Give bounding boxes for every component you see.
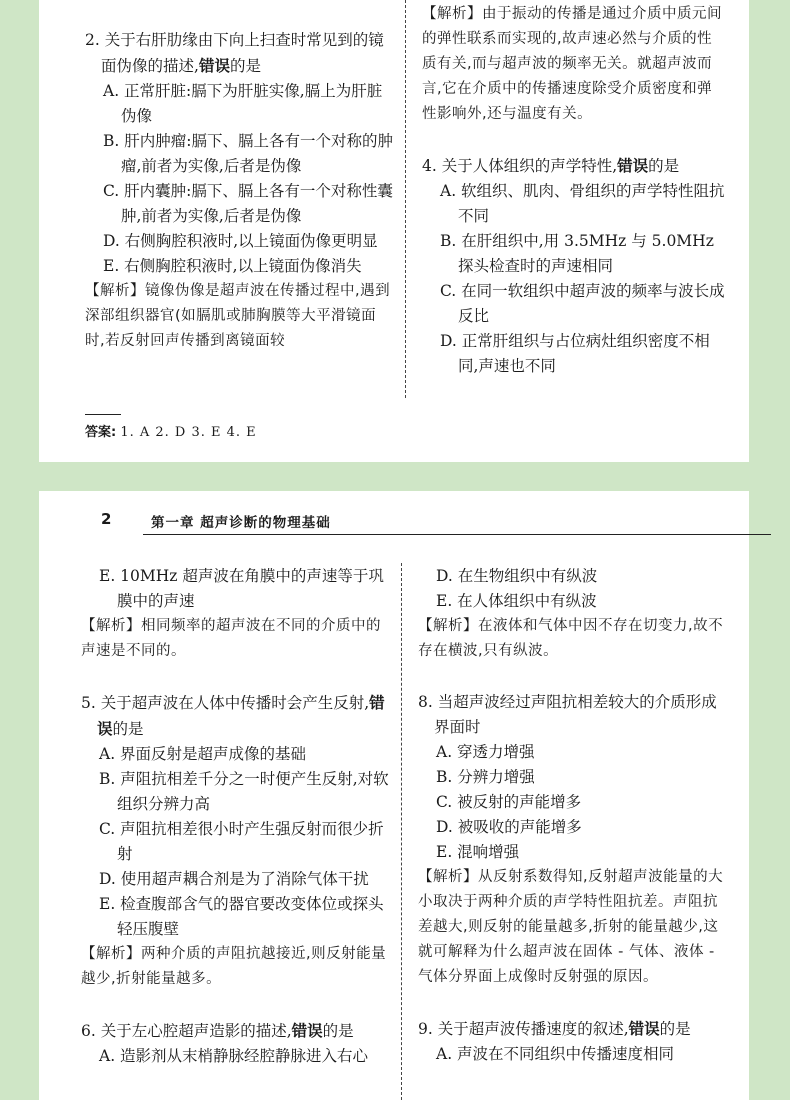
option-e: E. 检查腹部含气的器官要改变体位或探头轻压腹壁: [99, 895, 384, 938]
option-e: E. 右侧胸腔积液时,以上镜面伪像消失: [103, 257, 362, 275]
option-b: B. 肝内肿瘤:膈下、膈上各有一个对称的肿瘤,前者为实像,后者是伪像: [103, 132, 393, 175]
question-5: [81, 690, 389, 992]
answer-key: [85, 422, 257, 444]
option-e: E. 在人体组织中有纵波: [436, 592, 597, 610]
page-bottom: [39, 491, 749, 1100]
option-a: A. 软组织、肌肉、骨组织的声学特性阻抗不同: [440, 182, 725, 225]
option-c: C. 肝内囊肿:膈下、膈上各有一个对称性囊肿,前者为实像,后者是伪像: [103, 182, 393, 225]
question-stem: 8. 当超声波经过声阻抗相差较大的介质形成界面时: [418, 693, 717, 736]
question-3-tail: [81, 564, 389, 664]
option-d: D. 正常肝组织与占位病灶组织密度不相同,声速也不同: [440, 332, 710, 375]
option-b: B. 分辨力增强: [436, 768, 535, 786]
option-a: A. 造影剂从末梢静脉经腔静脉进入右心: [99, 1047, 369, 1065]
right-column: [418, 564, 726, 1067]
question-stem: 2. 关于右肝肋缘由下向上扫查时常见到的镜面伪像的描述,错误的是: [85, 31, 384, 75]
right-column: [422, 2, 727, 379]
question-stem: 9. 关于超声波传播速度的叙述,错误的是: [418, 1019, 691, 1038]
option-d: D. 使用超声耦合剂是为了消除气体干扰: [99, 870, 369, 888]
analysis: 【解析】从反射系数得知,反射超声波能量的大小取决于两种介质的声学特性阻抗差。声阻抗差越大,则反射的能量越多,折射的能量越少,这就可解释为什么超声波在固体 - 气体、液体 - 气体分界面上成像时反射强的原因。: [418, 869, 724, 985]
analysis: 【解析】在液体和气体中因不存在切变力,故不存在横波,只有纵波。: [418, 618, 724, 659]
chapter-title: 第一章 超声诊断的物理基础: [151, 515, 331, 531]
analysis: 【解析】镜像伪像是超声波在传播过程中,遇到深部组织器官(如膈肌或肺胸膜等大平滑镜面时,若反射回声传播到离镜面较: [85, 283, 391, 349]
page-top: [39, 0, 749, 462]
page-header: [85, 505, 725, 535]
question-6: [81, 1018, 389, 1069]
question-2: [85, 28, 393, 354]
option-d: D. 右侧胸腔积液时,以上镜面伪像更明显: [103, 232, 378, 250]
answer-values: 1. A 2. D 3. E 4. E: [120, 425, 257, 440]
option-c: C. 在同一软组织中超声波的频率与波长成反比: [440, 282, 725, 325]
option-d: D. 被吸收的声能增多: [436, 818, 582, 836]
question-stem: 6. 关于左心腔超声造影的描述,错误的是: [81, 1021, 354, 1040]
answer-separator: [85, 414, 121, 415]
left-column: [81, 564, 389, 1069]
option-e: E. 10MHz 超声波在角膜中的声速等于巩膜中的声速: [99, 567, 384, 610]
option-c: C. 被反射的声能增多: [436, 793, 582, 811]
analysis-continued: 【解析】由于振动的传播是通过介质中质元间的弹性联系而实现的,故声速必然与介质的性质有关,而与超声波的频率无关。就超声波而言,它在介质中的传播速度除受介质密度和弹性影响外,还与温度有关。: [422, 6, 722, 122]
option-b: B. 声阻抗相差千分之一时便产生反射,对软组织分辨力高: [99, 770, 389, 813]
question-9: [418, 1016, 726, 1067]
option-d: D. 在生物组织中有纵波: [436, 567, 598, 585]
column-divider: [401, 563, 402, 1100]
question-stem: 5. 关于超声波在人体中传播时会产生反射,错误的是: [81, 693, 385, 738]
analysis: 【解析】相同频率的超声波在不同的介质中的声速是不同的。: [81, 618, 381, 659]
question-8: [418, 690, 726, 990]
option-e: E. 混响增强: [436, 843, 520, 861]
question-4: [422, 153, 727, 379]
option-b: B. 在肝组织中,用 3.5MHz 与 5.0MHz 探头检查时的声速相同: [440, 232, 714, 275]
question-stem: 4. 关于人体组织的声学特性,错误的是: [422, 156, 680, 175]
page-number: 2: [101, 510, 112, 528]
option-a: A. 正常肝脏:膈下为肝脏实像,膈上为肝脏伪像: [103, 82, 383, 125]
answer-label: 答案:: [85, 425, 117, 440]
column-divider: [405, 0, 406, 398]
question-7-tail: [418, 564, 726, 664]
analysis: 【解析】两种介质的声阻抗越接近,则反射能量越少,折射能量越多。: [81, 946, 387, 987]
option-a: A. 界面反射是超声成像的基础: [99, 745, 307, 763]
option-a: A. 穿透力增强: [436, 743, 535, 761]
option-a: A. 声波在不同组织中传播速度相同: [436, 1045, 675, 1063]
header-rule: [143, 534, 771, 535]
option-c: C. 声阻抗相差很小时产生强反射而很少折射: [99, 820, 384, 863]
left-column: [85, 28, 393, 354]
